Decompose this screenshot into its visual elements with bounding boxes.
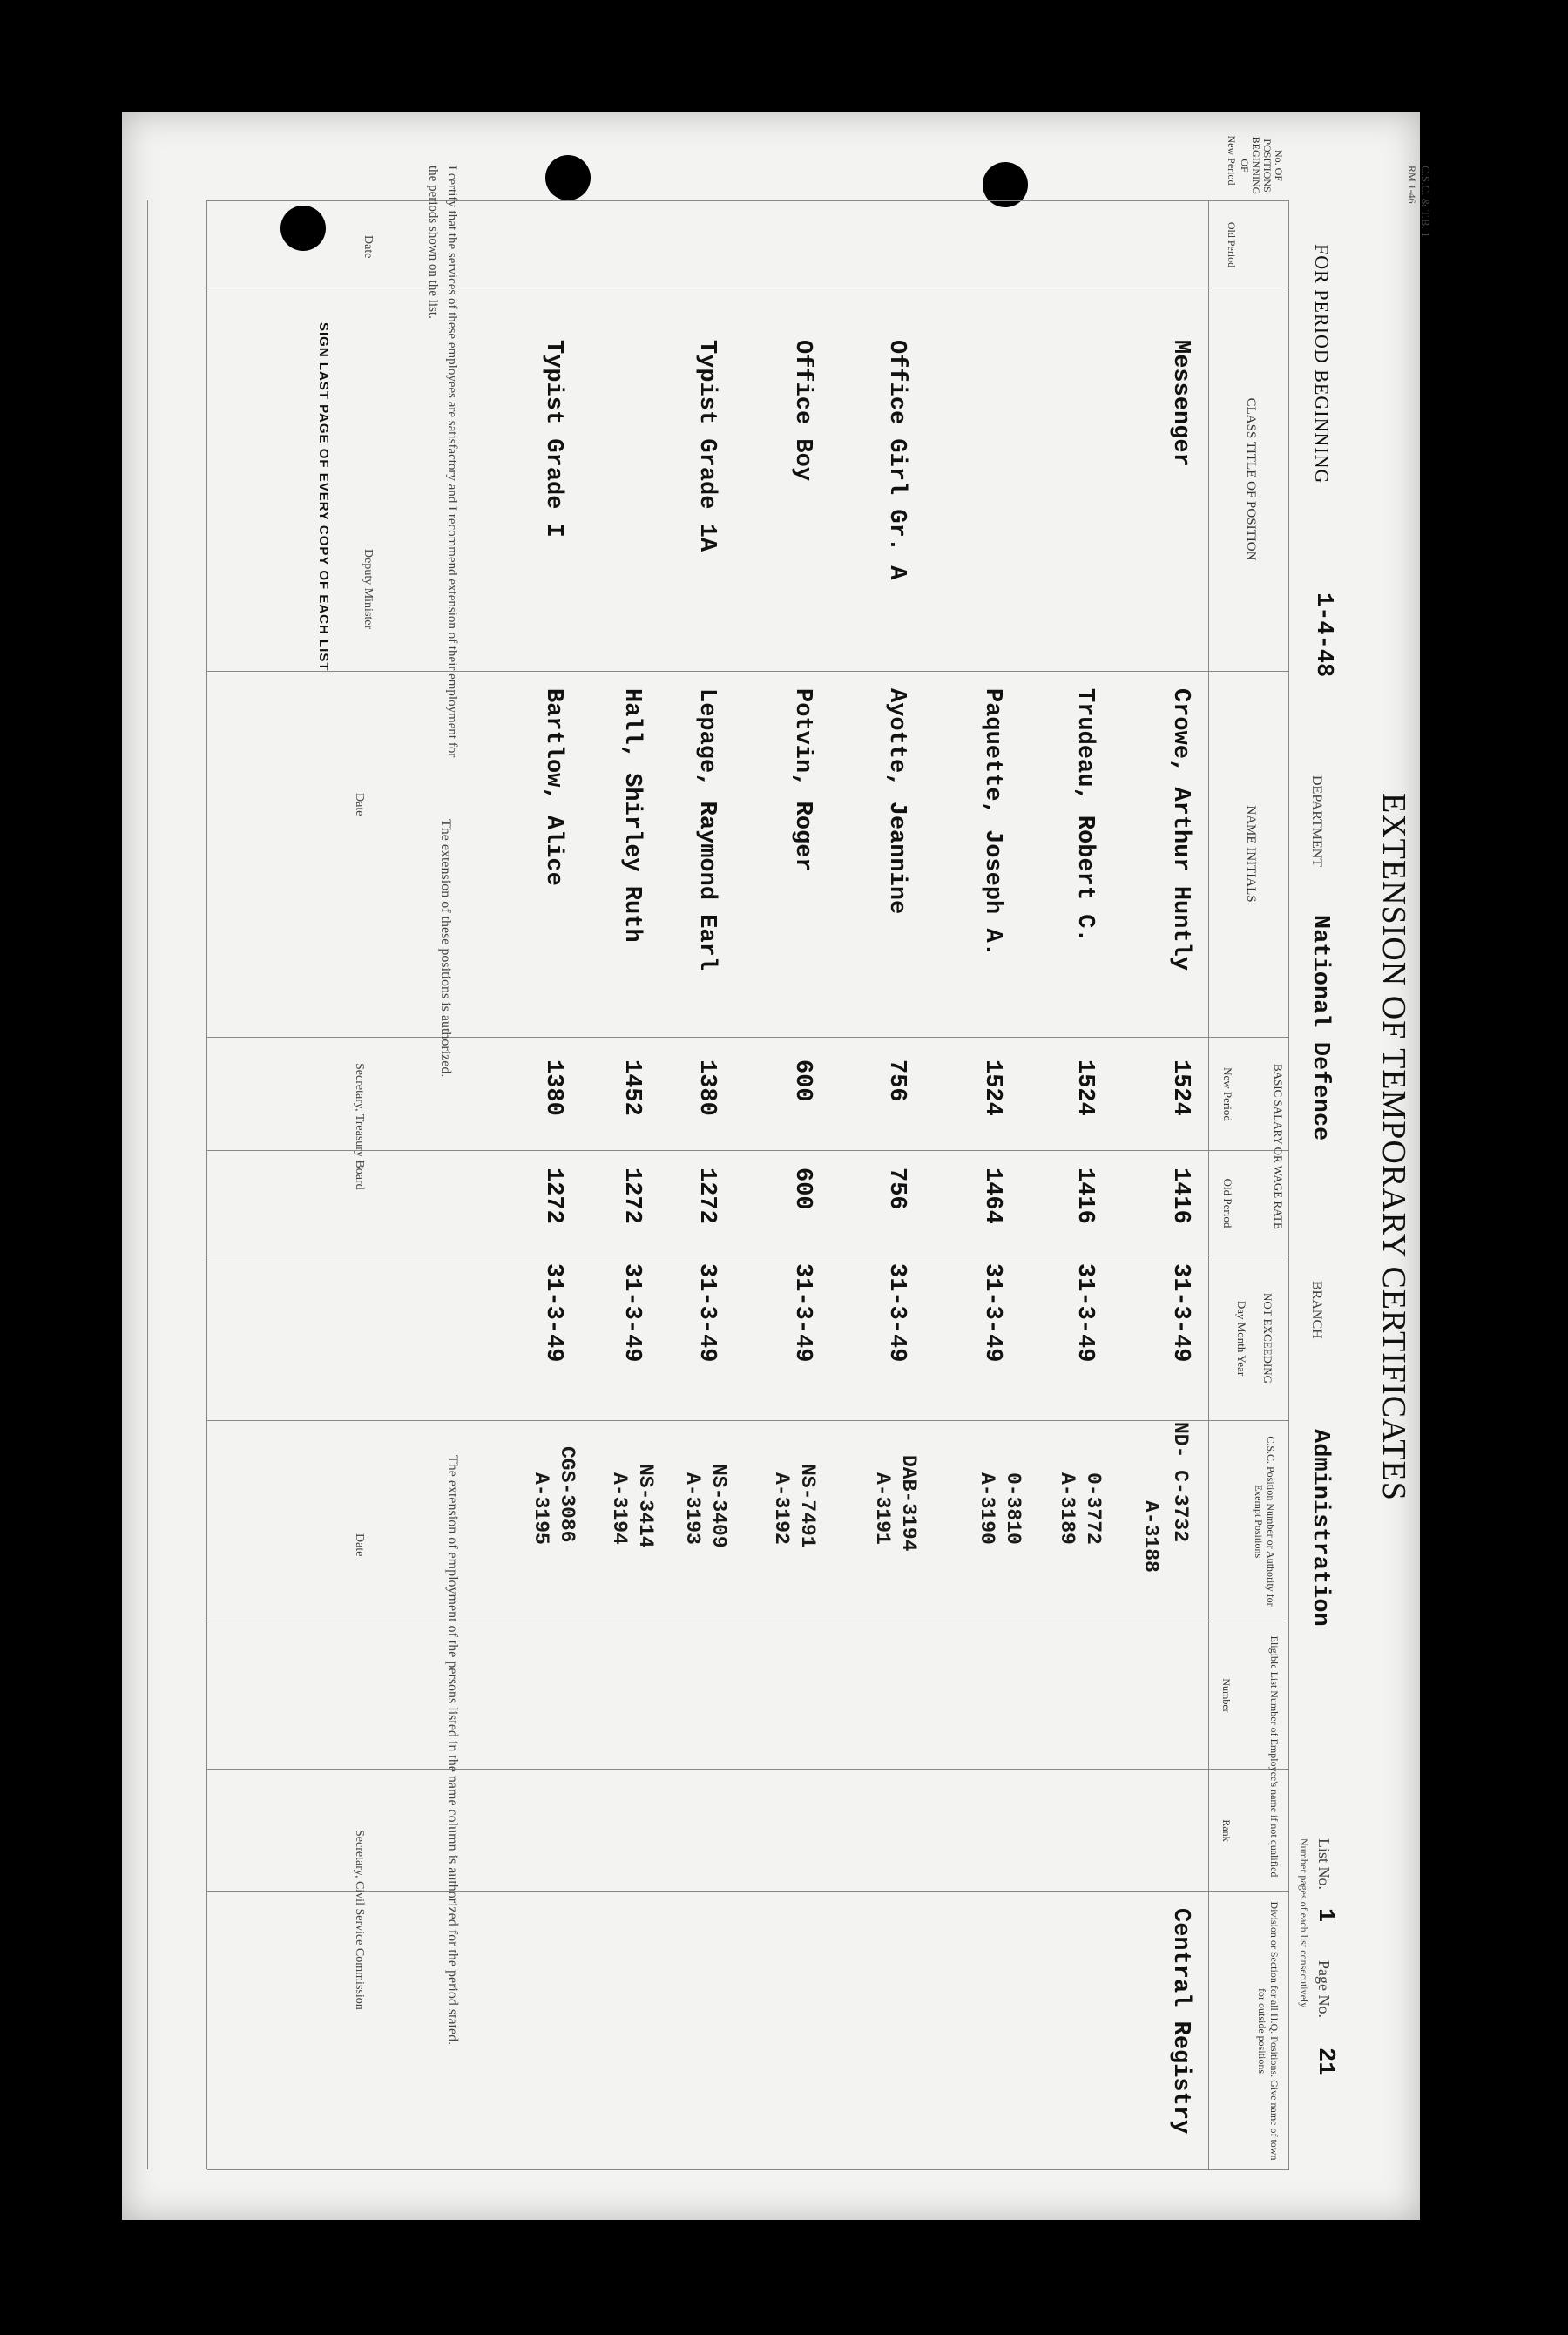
rotated-form [139,131,1432,2187]
row-8-sal-old: 1272 [540,1168,566,1224]
form-code-2: RM 1-46 [1406,166,1418,204]
row-4-name: Ayotte, Jeannine [883,688,909,915]
department-value: National Defence [1307,915,1333,1141]
list-no-value: 1 [1312,1908,1338,1923]
col-divider [207,1769,1289,1770]
col-divider [207,1420,1289,1421]
row-1-csc: ND- C-3732 [1169,1422,1192,1543]
row-3-date: 31-3-49 [979,1263,1005,1363]
row-3-csc: 0-3810 [1002,1472,1024,1545]
row-1-sal-old: 1416 [1167,1168,1193,1224]
row-5-sal-new: 600 [789,1059,815,1102]
header-division: Division or Section for all H.Q. Positions. Give name of town for outside positions [1256,1901,1281,2161]
row-6-sal-old: 1272 [693,1168,720,1224]
document-title: EXTENSION OF TEMPORARY CERTIFICATES [1375,793,1412,1501]
row-8-class: Typist Grade I [540,340,566,538]
deputy-minister-label: Deputy Minister [362,549,375,630]
row-4-csc: DAB-3194 [897,1455,920,1552]
row-4-class: Office Girl Gr. A [883,340,909,580]
row-2-sal-old: 1416 [1071,1168,1098,1224]
row-7-sal-old: 1272 [618,1168,645,1224]
date-label-2: Date [353,793,366,816]
row-7-csc: NS-3414 [634,1464,657,1548]
row-3-name: Paquette, Joseph A. [979,688,1005,957]
row-8-sal-new: 1380 [540,1059,566,1116]
col-divider [207,1891,1289,1892]
row-8-csc2: A-3195 [530,1472,552,1545]
row-4-sal-old: 756 [883,1168,909,1210]
footer-divider [147,200,148,2169]
col-divider [207,671,1289,672]
header-salary-new: New Period [1221,1067,1234,1121]
row-2-name: Trudeau, Robert C. [1071,688,1098,943]
secretary-csc-label: Secretary, Civil Service Commission [353,1830,366,2010]
header-number: Number [1220,1678,1233,1713]
header-new-period: New Period [1226,135,1238,186]
row-8-csc: CGS-3086 [556,1446,578,1543]
row-2-csc: 0-3772 [1082,1472,1105,1545]
row-1-date: 31-3-49 [1167,1263,1193,1363]
row-3-sal-new: 1524 [979,1059,1005,1116]
row-2-date: 31-3-49 [1071,1263,1098,1363]
period-label: FOR PERIOD BEGINNING [1311,244,1333,484]
row-6-class: Typist Grade 1A [693,340,720,552]
form-code: C.S.C. & T.B. 1 [1419,166,1432,238]
col-divider [207,2169,1289,2170]
row-2-sal-new: 1524 [1071,1059,1098,1116]
certify-text: I certify that the services of these employees are satisfactory and I recommend extension of their employment for the periods shown on the list. [426,166,459,758]
row-1-class: Messenger [1167,340,1193,467]
row-7-name: Hall, Shirley Ruth [618,688,645,943]
numbering-note: Number pages of each list consecutively [1298,1838,1310,2008]
row-3-csc2: A-3190 [976,1472,998,1545]
branch-value: Administration [1307,1429,1333,1627]
header-salary-old: Old Period [1221,1178,1234,1228]
header-positions: No. OF POSITIONS BEGINNING OF [1239,136,1285,195]
division-value: Central Registry [1167,1908,1193,2135]
row-4-sal-new: 756 [883,1059,909,1102]
csc-extension-text: The extension of employment of the persons listed in the name column is authorized for the period stated. [445,1455,460,2046]
table-top-line [1288,200,1289,2169]
row-7-csc2: A-3194 [608,1472,631,1545]
page-no-label: Page No. [1315,1960,1333,2018]
header-eligible: Eligible List Number of Employee's name if not qualified [1268,1635,1281,1878]
header-day-month-year: Day Month Year [1235,1300,1248,1377]
row-1-csc2: A-3188 [1139,1500,1162,1573]
header-not-exceeding: NOT EXCEEDING [1261,1292,1274,1384]
department-label: DEPARTMENT [1309,775,1324,868]
header-salary: BASIC SALARY OR WAGE RATE [1272,1064,1285,1229]
row-6-name: Lepage, Raymond Earl [693,688,720,971]
row-5-csc2: A-3192 [770,1472,793,1545]
row-8-name: Bartlow, Alice [540,688,566,886]
col-divider [207,1150,1289,1151]
row-7-sal-new: 1452 [618,1059,645,1116]
row-5-name: Potvin, Roger [789,688,815,872]
row-6-csc2: A-3193 [681,1472,704,1545]
date-label-3: Date [353,1533,366,1557]
list-no-label: List No. [1315,1838,1333,1891]
sign-last-notice: SIGN LAST PAGE OF EVERY COPY OF EACH LIST [316,322,331,672]
row-1-sal-new: 1524 [1167,1059,1193,1116]
row-6-sal-new: 1380 [693,1059,720,1116]
row-1-name: Crowe, Arthur Huntly [1167,688,1193,971]
row-8-date: 31-3-49 [540,1263,566,1363]
authorized-text: The extension of these positions is authorized. [438,819,453,1078]
header-old-period: Old Period [1226,221,1238,268]
header-class-title: CLASS TITLE OF POSITION [1244,397,1258,561]
table-bottom-line [206,200,207,2169]
row-4-csc2: A-3191 [871,1472,894,1545]
row-5-sal-old: 600 [789,1168,815,1210]
header-bottom-line [1208,200,1209,2169]
header-rank: Rank [1220,1819,1233,1842]
col-divider [207,200,1289,201]
col-divider [207,1037,1289,1038]
row-5-class: Office Boy [789,340,815,482]
period-value: 1-4-48 [1310,592,1336,678]
row-7-date: 31-3-49 [618,1263,645,1363]
row-4-date: 31-3-49 [883,1263,909,1363]
row-6-date: 31-3-49 [693,1263,720,1363]
header-csc-number: C.S.C. Position Number or Authority for Exempt Positions [1253,1436,1277,1607]
page-no-value: 21 [1312,2047,1338,2076]
date-label-1: Date [362,235,375,259]
row-3-sal-old: 1464 [979,1168,1005,1224]
row-5-csc: NS-7491 [796,1464,819,1548]
branch-label: BRANCH [1309,1281,1324,1339]
row-2-csc2: A-3189 [1056,1472,1078,1545]
row-5-date: 31-3-49 [789,1263,815,1363]
secretary-tb-label: Secretary, Treasury Board [353,1063,366,1190]
header-name: NAME INITIALS [1244,805,1258,903]
row-6-csc: NS-3409 [707,1464,730,1548]
